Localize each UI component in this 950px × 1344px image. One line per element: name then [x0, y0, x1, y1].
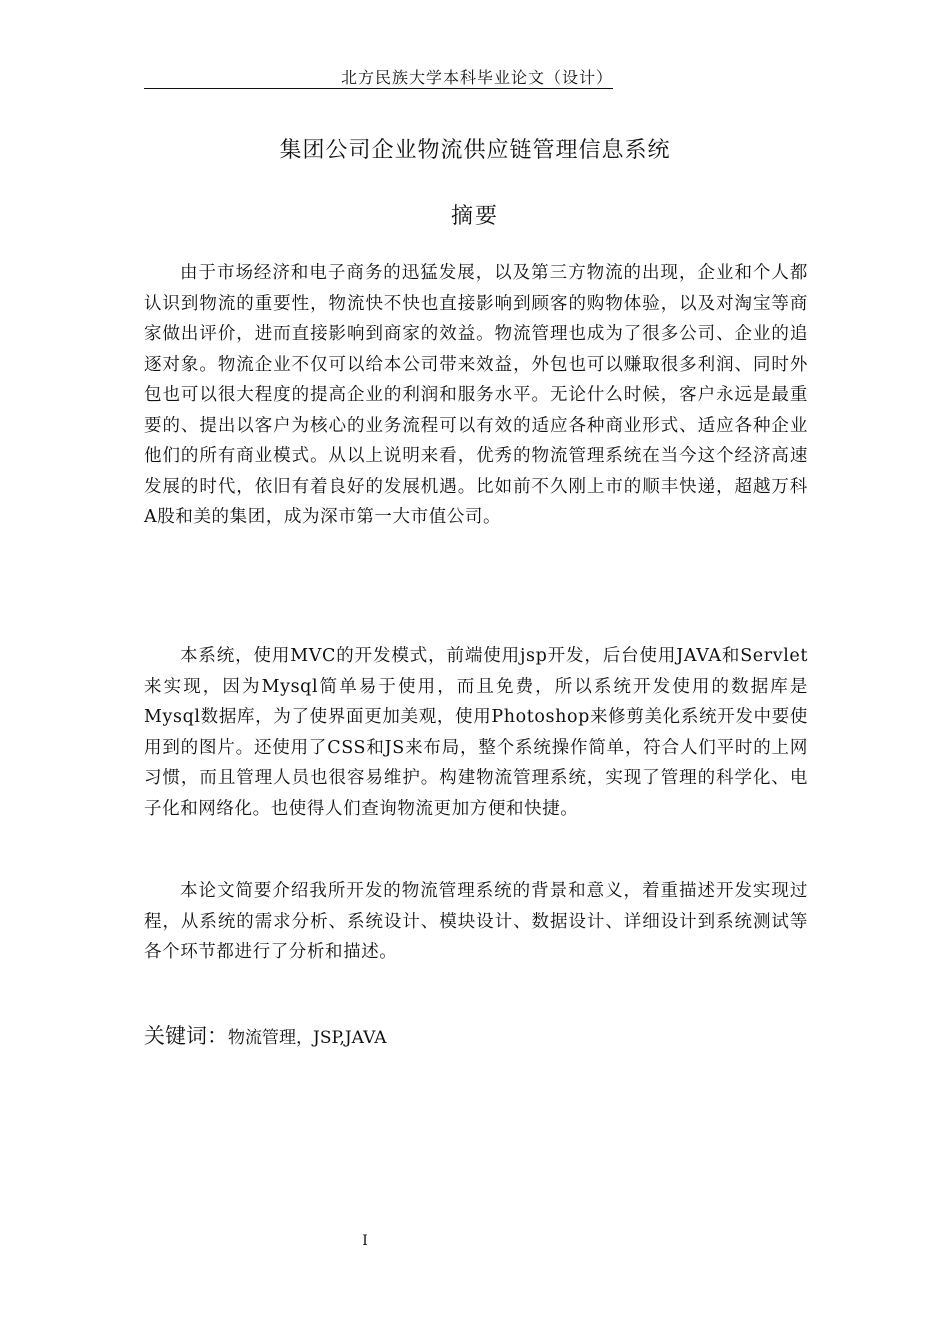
abstract-paragraph: 本系统，使用MVC的开发模式，前端使用jsp开发，后台使用JAVA和Servlet来实现，因为Mysql简单易于使用，而且免费，所以系统开发使用的数据库是Mysql数据库，为了使界面更加美观，使用Photoshop来修剪美化系统开发中要使用到的图片。还使用了CSS和JS来布局，整个系统操作简单，符合人们平时的上网习惯，而且管理人员也很容易维护。构建物流管理系统，实现了管理的科学化、电子化和网络化。也使得人们查询物流更加方便和快捷。	[144, 646, 808, 819]
abstract-heading: 摘要	[450, 204, 499, 229]
document-title: 集团公司企业物流供应链管理信息系统	[279, 138, 671, 163]
abstract-paragraph: 本论文简要介绍我所开发的物流管理系统的背景和意义，着重描述开发实现过程，从系统的需求分析、系统设计、模块设计、数据设计、详细设计到系统测试等各个环节都进行了分析和描述。	[144, 881, 808, 962]
page-number: I	[362, 1233, 368, 1249]
abstract-paragraph: 由于市场经济和电子商务的迅猛发展，以及第三方物流的出现，企业和个人都认识到物流的重要性，物流快不快也直接影响到顾客的购物体验，以及对淘宝等商家做出评价，进而直接影响到商家的效益。物流管理也成为了很多公司、企业的追逐对象。物流企业不仅可以给本公司带来效益，外包也可以赚取很多利润、同时外包也可以很大程度的提高企业的利润和服务水平。无论什么时候，客户永远是最重要的、提出以客户为核心的业务流程可以有效的适应各种商业形式、适应各种企业他们的所有商业模式。从以上说明来看，优秀的物流管理系统在当今这个经济高速发展的时代，依旧有着良好的发展机遇。比如前不久刚上市的顺丰快递，超越万科A股和美的集团，成为深市第一大市值公司。	[144, 263, 808, 527]
running-header: 北方民族大学本科毕业论文（设计）	[340, 68, 613, 87]
header-rule	[144, 88, 613, 89]
keywords-line	[144, 1020, 808, 1054]
keywords-value: 物流管理，JSP,JAVA	[228, 1028, 387, 1048]
keywords-label: 关键词：	[144, 1024, 228, 1048]
